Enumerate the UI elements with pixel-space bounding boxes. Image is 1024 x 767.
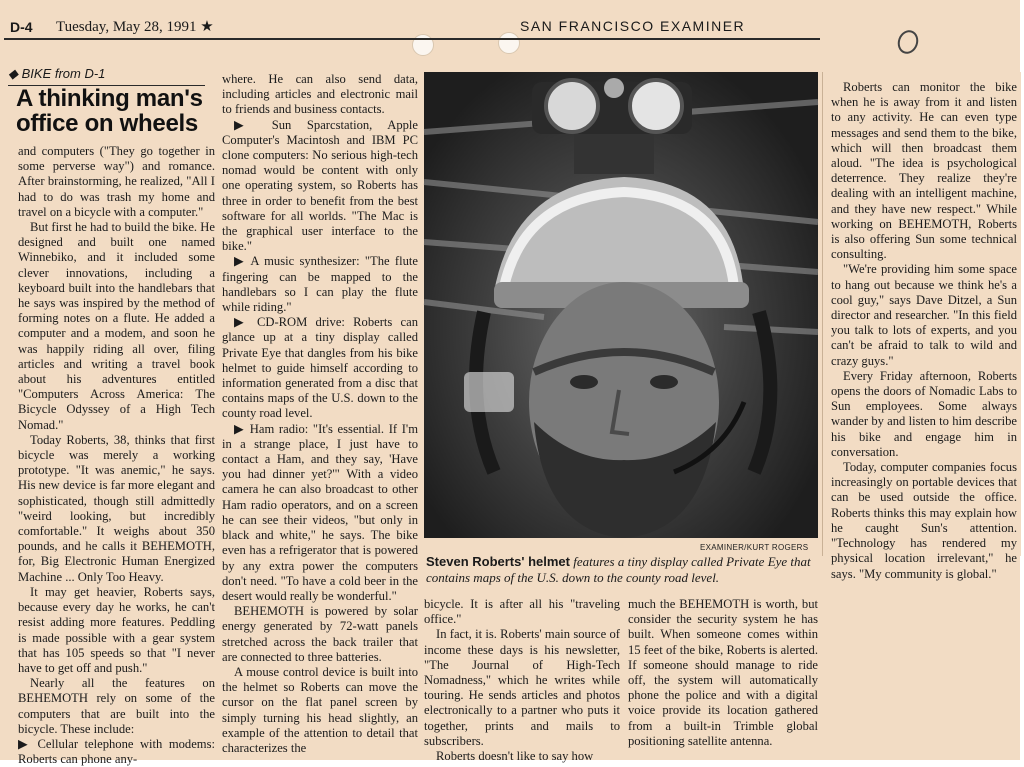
paragraph: Roberts can monitor the bike when he is away from it and listen to any activity. He can even type messages and send them to the bike, which will then broadcast them aloud. "The idea is psychological deterrence. They realize they're dealing with an intelligent machine, and they have new respect." While working on BEHEMOTH, Roberts is also offering Sun some technical consulting.	[831, 80, 1017, 262]
article-column-2	[222, 72, 418, 760]
masthead	[4, 14, 820, 40]
paragraph: Today, computer companies focus increasingly on portable devices that can be used outside the office. Roberts thinks this may explain how he caught Sun's attention. "Technology has rendered my physical location irrelevant," he says. "My community is global."	[831, 460, 1017, 581]
paragraph: much the BEHEMOTH is worth, but consider the security system he has built. When someone comes within 15 feet of the bike, Roberts is alerted. If someone should manage to ride off, the system will automatically phone the police and with a digital voice provide its location gathered from a built-in Trimble global positioning satellite antenna.	[628, 597, 818, 748]
article-column-3	[424, 597, 620, 764]
headline: A thinking man's office on wheels	[16, 85, 203, 137]
paragraph: Nearly all the features on BEHEMOTH rely on some of the computers that are built into the bicycle. These include:	[18, 676, 215, 736]
paragraph: where. He can also send data, including articles and electronic mail to friends and business contacts.	[222, 72, 418, 117]
paragraph: ▶ Cellular telephone with modems: Roberts can phone any-	[18, 736, 215, 767]
photo-credit: EXAMINER/KURT ROGERS	[700, 543, 809, 552]
paragraph: ▶ CD-ROM drive: Roberts can glance up at a tiny display called Private Eye that dangles from his bike helmet to guide himself according to information generated from a disc that contains maps of the U.S. down to the county road level.	[222, 315, 418, 421]
paragraph: Roberts doesn't like to say how	[436, 749, 594, 764]
photo-caption	[426, 554, 818, 586]
caption-text: features a tiny display called Private Eye that contains maps of the U.S. down to the county road level.	[426, 554, 811, 585]
paragraph: Today Roberts, 38, thinks that first bicycle was merely a working prototype. "It was anemic," he says. His new device is far more elegant and sophisticated, though still admittedly "weird looking, but incredibly comfortable." It weighs about 350 pounds, and he calls it BEHEMOTH, for, Big Electronic Human Energized Machine ... Only Too Heavy.	[18, 432, 215, 584]
jump-line: ◆ BIKE from D-1	[8, 66, 106, 81]
caption-lead: Steven Roberts' helmet	[426, 554, 570, 569]
paragraph: ▶ Sun Sparcstation, Apple Computer's Macintosh and IBM PC clone computers: No serious high-tech nomad would be content with only one operating system, so Roberts has three in order to benefit from the best software for all worlds. "The Mac is the graphical user interface to the bike."	[222, 117, 418, 254]
paragraph: It may get heavier, Roberts says, because every day he works, he can't resist adding more features. Peddling is made possible with a gear system that has 105 speeds so that "I never have to get off and push."	[18, 584, 215, 675]
paragraph: bicycle. It is after all his "traveling office."	[424, 597, 620, 627]
article-column-4	[628, 597, 818, 760]
paragraph: But first he had to build the bike. He designed and built one named Winnebiko, and it included some clever innovations, including a keyboard built into the handlebars that he says was inspired by the method of forming notes on a flute. He added a computer and a modem, and soon he was happily riding all over, filing articles and writing a travel book about his adventures entitled "Computers Across America: The Bicycle Odyssey of a High Tech Nomad."	[18, 220, 215, 432]
paragraph: BEHEMOTH is powered by solar energy generated by 72-watt panels stretched across the back trailer that are connected to three batteries.	[222, 604, 418, 664]
paragraph: Every Friday afternoon, Roberts opens the doors of Nomadic Labs to Sun employees. Some always wander by and listen to him describe his bike and engage him in conversation.	[831, 368, 1017, 459]
paragraph: ▶ A music synthesizer: "The flute fingering can be mapped to the handlebars so I can play the flute while riding."	[222, 254, 418, 315]
paragraph: A mouse control device is built into the helmet so Roberts can move the cursor on the flat panel screen by simply turning his head slightly, an example of the attention to detail that characterizes the	[222, 664, 418, 755]
paragraph: In fact, it is. Roberts' main source of income these days is his newsletter, "The Journal of High-Tech Nomadness," which he writes while touring. He sends articles and photos electronically to a partner who puts it together, prints and mails to subscribers.	[424, 627, 620, 748]
helmet-photo	[424, 72, 818, 538]
article-column-5	[831, 80, 1017, 581]
newspaper-name: SAN FRANCISCO EXAMINER	[520, 18, 746, 34]
issue-date: Tuesday, May 28, 1991 ★	[56, 19, 214, 35]
page-number: D-4	[10, 19, 33, 35]
helmet-photo-illustration	[424, 72, 818, 538]
paragraph: ▶ Ham radio: "It's essential. If I'm in a strange place, I just have to contact a Ham, and they say, 'Have you had dinner yet?'" With a video camera he can also broadcast to other Ham radio operators, and on a screen he can see their videos, "but only in black and white," he says. The bike even has a refrigerator that is powered by any extra power the computers don't need. "To have a cold beer in the desert would really be wonderful."	[222, 421, 418, 603]
article-column-1	[18, 144, 215, 767]
paragraph: "We're providing him some space to hang out because we think he's a cool guy," says Dave Ditzel, a Sun director and researcher. "In this field you talk to lots of experts, and you can't be afraid to talk to wild and crazy guys."	[831, 262, 1017, 368]
paragraph: and computers ("They go together in some perverse way") and romance. After brainstorming, he realized, "All I had to do was trash my home and travel on a bicycle with a computer."	[18, 144, 215, 219]
continuation-clipping	[822, 72, 1021, 581]
